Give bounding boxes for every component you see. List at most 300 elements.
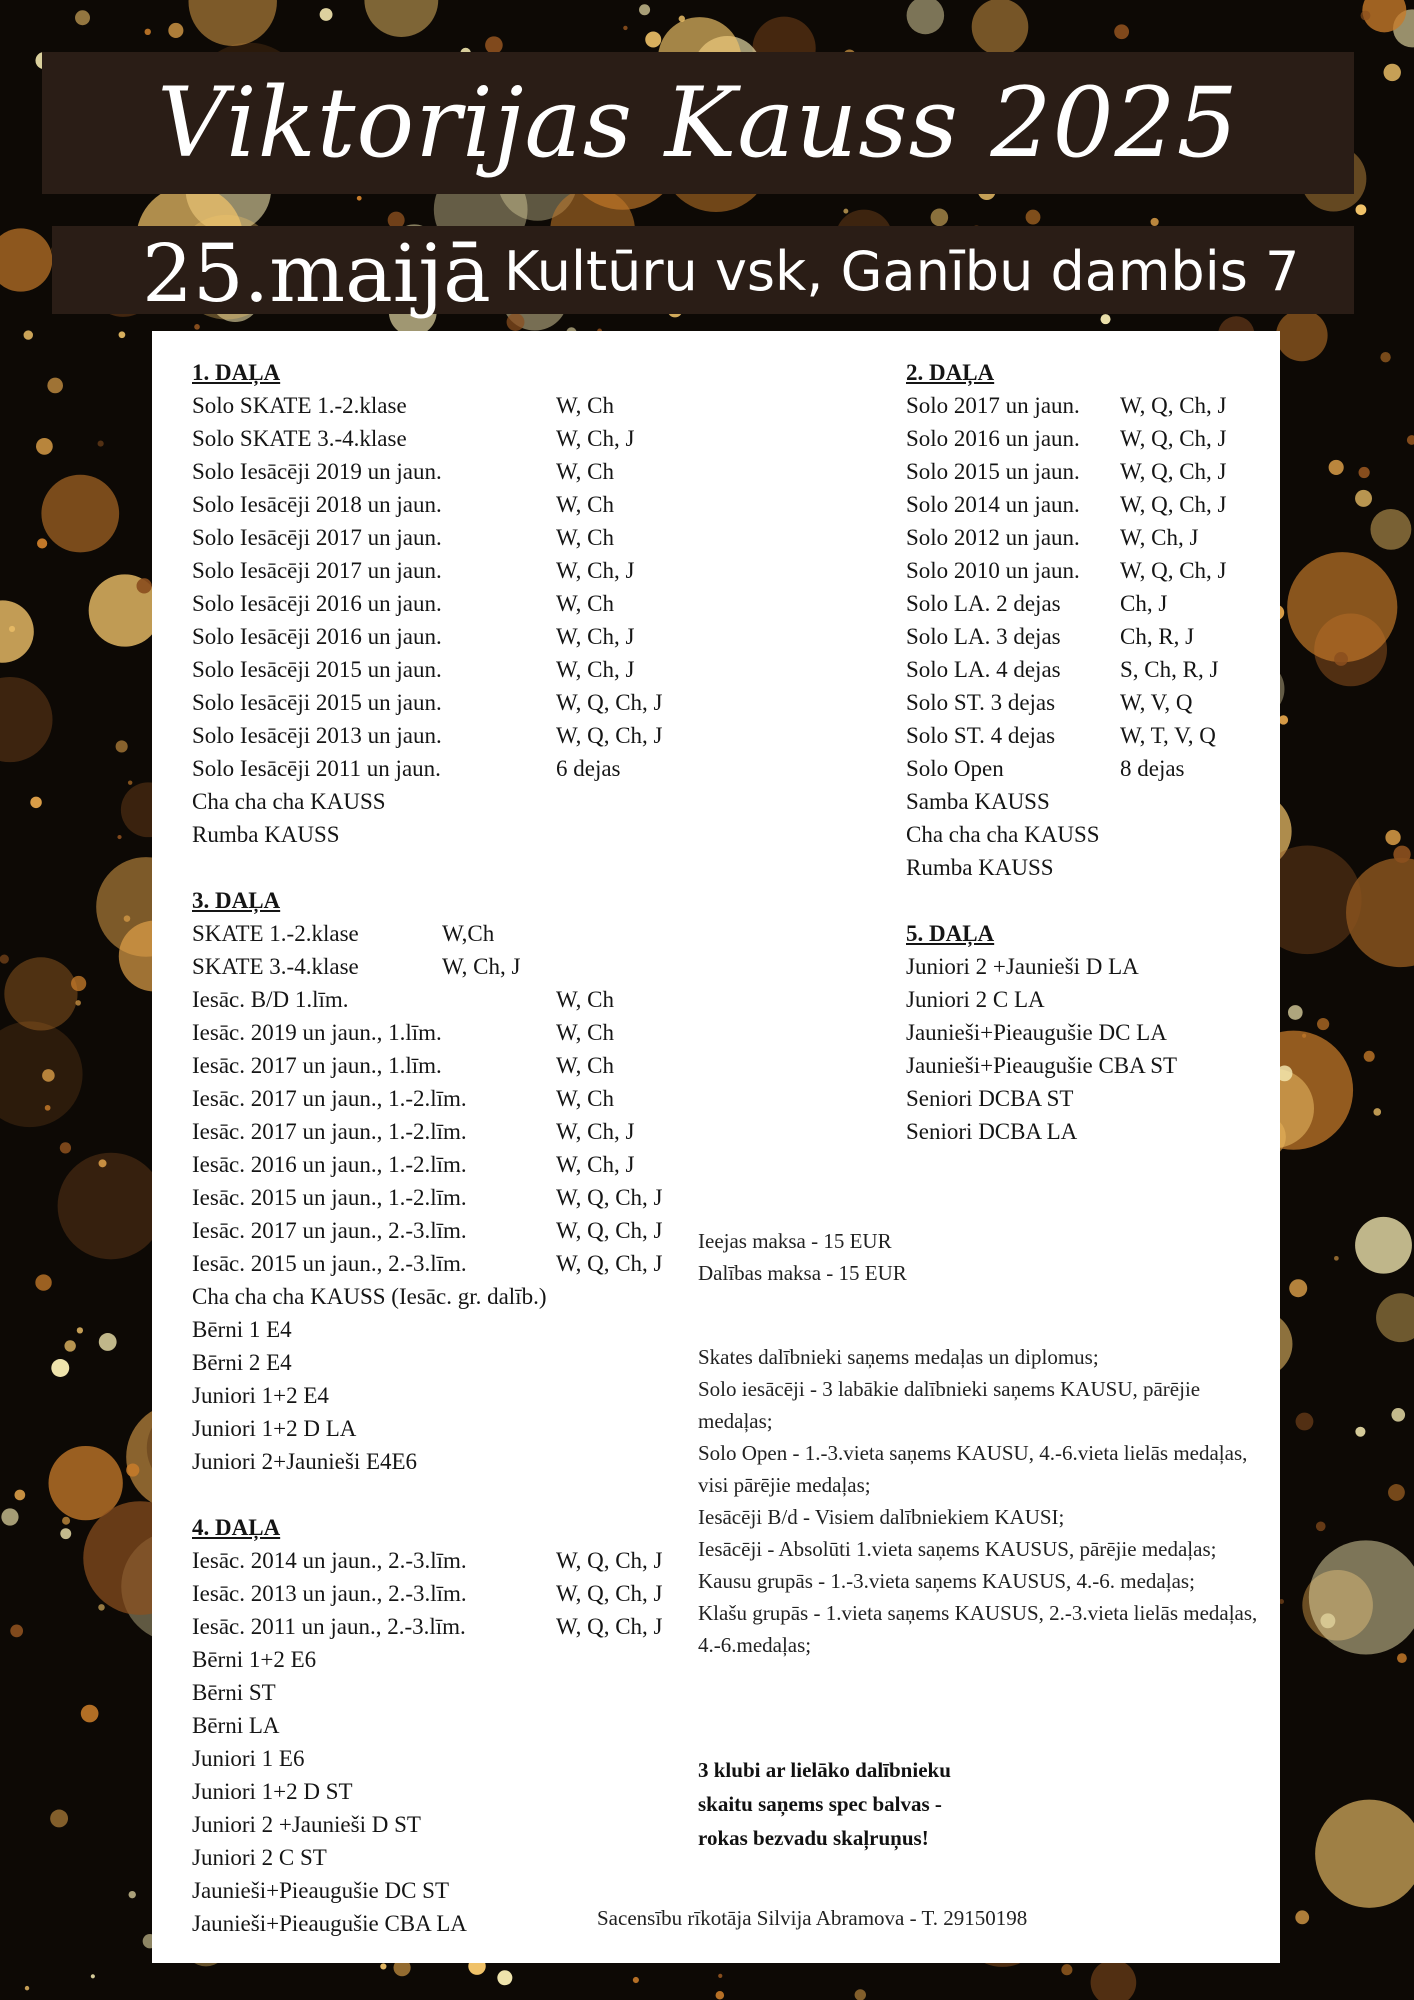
dance-list: W, Q, Ch, J: [1120, 459, 1227, 484]
dance-list: W, Q, Ch, J: [556, 1218, 663, 1243]
schedule-row: [192, 983, 712, 1016]
class-name: Solo ST. 4 dejas: [906, 723, 1056, 748]
bokeh-dot: [45, 1105, 51, 1111]
class-name: Solo 2015 un jaun.: [906, 459, 1080, 484]
schedule-row: [192, 1742, 712, 1775]
bokeh-dot: [116, 740, 128, 752]
schedule-row: [192, 1049, 712, 1082]
class-name: Iesāc. 2017 un jaun., 1.-2.līm.: [192, 1086, 467, 1111]
bokeh-dot: [1407, 435, 1414, 445]
schedule-row: [192, 1709, 712, 1742]
award-line: Klašu grupās - 1.vieta saņems KAUSUS, 2.-3.vieta lielās medaļas, 4.-6.medaļas;: [698, 1601, 1258, 1657]
class-name: Solo LA. 3 dejas: [906, 624, 1061, 649]
award-line: Solo Open - 1.-3.vieta saņems KAUSU, 4.-6.vieta lielās medaļas, visi pārējie medaļas;: [698, 1441, 1248, 1497]
schedule-row: [906, 983, 1266, 1016]
bokeh-dot: [1295, 1910, 1309, 1924]
class-name: Rumba KAUSS: [906, 855, 1054, 880]
class-name: Rumba KAUSS: [192, 822, 340, 847]
bokeh-dot: [0, 954, 9, 963]
schedule-right-column: [906, 356, 1266, 1148]
bokeh-dot: [194, 324, 200, 330]
dance-list: W, Ch: [556, 1053, 614, 1078]
bokeh-dot: [1373, 1108, 1381, 1116]
bokeh-dot: [189, 0, 277, 46]
class-name: Iesāc. B/D 1.līm.: [192, 987, 349, 1012]
dance-list: W, Ch, J: [556, 624, 635, 649]
bokeh-dot: [75, 1000, 81, 1006]
bokeh-dot: [9, 626, 15, 632]
class-name: Iesāc. 2015 un jaun., 1.-2.līm.: [192, 1185, 467, 1210]
fees-block: [698, 1225, 1258, 1289]
schedule-row: [906, 719, 1266, 752]
class-name: Juniori 2+Jaunieši E4E6: [192, 1449, 418, 1474]
bokeh-dot: [1151, 218, 1159, 226]
schedule-row: [192, 1016, 712, 1049]
section-heading: 1. DAĻA: [192, 360, 281, 385]
bokeh-dot: [37, 538, 47, 548]
schedule-row: [192, 752, 712, 785]
class-name: Bērni LA: [192, 1713, 280, 1738]
bokeh-dot: [1376, 1293, 1414, 1342]
bokeh-dot: [58, 1153, 165, 1260]
dance-list: W, Ch: [556, 1086, 614, 1111]
dance-list: W, Ch, J: [556, 426, 635, 451]
bokeh-dot: [145, 29, 151, 35]
dance-list: W, Ch, J: [442, 954, 521, 979]
schedule-row: [192, 1214, 712, 1247]
schedule-row: [192, 521, 712, 554]
bokeh-dot: [0, 228, 52, 291]
bokeh-dot: [1355, 1427, 1365, 1437]
schedule-row: [906, 1082, 1266, 1115]
bokeh-dot: [4, 957, 77, 1030]
class-name: Iesāc. 2016 un jaun., 1.-2.līm.: [192, 1152, 467, 1177]
class-name: Bērni 2 E4: [192, 1350, 292, 1375]
dance-list: 6 dejas: [556, 756, 621, 781]
bokeh-dot: [1289, 1279, 1307, 1297]
bokeh-dot: [1091, 1960, 1137, 2000]
bokeh-dot: [124, 915, 131, 922]
schedule-left-column: [192, 356, 712, 1940]
award-line: Iesācēji B/d - Visiem dalībniekiem KAUSI;: [698, 1505, 1065, 1529]
schedule-row: [192, 488, 712, 521]
schedule-row: [906, 752, 1266, 785]
class-name: Juniori 2 +Jaunieši D LA: [906, 954, 1139, 979]
date-venue-banner: [52, 226, 1354, 320]
class-name: Juniori 1+2 D LA: [192, 1416, 357, 1441]
bokeh-dot: [320, 8, 333, 21]
class-name: Solo Iesācēji 2017 un jaun.: [192, 525, 442, 550]
bokeh-dot: [0, 1021, 83, 1127]
class-name: Cha cha cha KAUSS: [906, 822, 1100, 847]
class-name: Seniori DCBA ST: [906, 1086, 1074, 1111]
dance-list: W, Q, Ch, J: [556, 1548, 663, 1573]
schedule-row: [192, 1577, 712, 1610]
bokeh-dot: [645, 32, 661, 48]
schedule-row: [192, 554, 712, 587]
dance-list: W, Ch: [556, 459, 614, 484]
schedule-row: [192, 1313, 712, 1346]
bokeh-dot: [25, 1986, 29, 1990]
class-name: Iesāc. 2017 un jaun., 2.-3.līm.: [192, 1218, 467, 1243]
bokeh-dot: [1370, 509, 1411, 550]
bokeh-dot: [62, 1517, 70, 1525]
event-venue: Kultūru vsk, Ganību dambis 7: [504, 240, 1300, 303]
class-name: Solo LA. 2 dejas: [906, 591, 1061, 616]
prize-line: skaitu saņems spec balvas -: [698, 1792, 942, 1816]
class-name: Iesāc. 2017 un jaun., 1.-2.līm.: [192, 1119, 467, 1144]
dance-list: W, Ch: [556, 591, 614, 616]
bokeh-dot: [81, 1705, 99, 1723]
special-prize-note: [698, 1753, 1258, 1855]
schedule-row: [906, 389, 1266, 422]
bokeh-dot: [639, 4, 650, 15]
bokeh-dot: [1384, 64, 1401, 81]
schedule-row: [192, 1808, 712, 1841]
bokeh-dot: [855, 1989, 866, 2000]
bokeh-dot: [98, 1604, 105, 1611]
class-name: Solo Iesācēji 2015 un jaun.: [192, 657, 442, 682]
schedule-row: [192, 653, 712, 686]
class-name: Juniori 2 C LA: [906, 987, 1045, 1012]
section-heading: 5. DAĻA: [906, 921, 995, 946]
event-title-banner: [42, 52, 1354, 194]
entry-fee: Ieejas maksa - 15 EUR: [698, 1229, 892, 1253]
class-name: Solo LA. 4 dejas: [906, 657, 1061, 682]
class-name: Cha cha cha KAUSS: [192, 789, 386, 814]
schedule-row: [906, 455, 1266, 488]
class-name: Iesāc. 2017 un jaun., 1.līm.: [192, 1053, 442, 1078]
class-name: Jaunieši+Pieaugušie DC LA: [906, 1020, 1167, 1045]
class-name: Bērni 1+2 E6: [192, 1647, 317, 1672]
bokeh-dot: [117, 835, 121, 839]
schedule-row: [192, 1841, 712, 1874]
bokeh-dot: [497, 1970, 512, 1985]
dance-list: W, Q, Ch, J: [1120, 393, 1227, 418]
schedule-row: [192, 1379, 712, 1412]
award-line: Kausu grupās - 1.-3.vieta saņems KAUSUS, 4.-6. medaļas;: [698, 1569, 1195, 1593]
bokeh-dot: [1356, 204, 1367, 215]
dance-list: W, Q, Ch, J: [556, 1614, 663, 1639]
bokeh-dot: [1287, 552, 1397, 662]
class-name: Jaunieši+Pieaugušie CBA ST: [906, 1053, 1178, 1078]
bokeh-dot: [50, 1810, 68, 1828]
dance-list: W,Ch: [442, 921, 495, 946]
section-spacer: [906, 884, 1266, 917]
class-name: Iesāc. 2015 un jaun., 2.-3.līm.: [192, 1251, 467, 1276]
prize-line: 3 klubi ar lielāko dalībnieku: [698, 1758, 951, 1782]
dance-list: W, Ch: [556, 393, 614, 418]
class-name: Bērni ST: [192, 1680, 276, 1705]
schedule-row: [192, 422, 712, 455]
bokeh-dot: [1391, 1408, 1405, 1422]
section-heading: 2. DAĻA: [906, 360, 995, 385]
class-name: Juniori 1 E6: [192, 1746, 305, 1771]
class-name: Solo Iesācēji 2011 un jaun.: [192, 756, 441, 781]
bokeh-dot: [24, 330, 33, 339]
bokeh-dot: [126, 1463, 139, 1476]
class-name: Jaunieši+Pieaugušie CBA LA: [192, 1911, 467, 1936]
class-name: SKATE 3.-4.klase: [192, 954, 359, 979]
class-name: Samba KAUSS: [906, 789, 1050, 814]
schedule-row: [906, 818, 1266, 851]
schedule-row: [906, 1115, 1266, 1148]
schedule-row: [906, 785, 1266, 818]
event-date: 25.maijā: [142, 227, 491, 320]
class-name: Iesāc. 2011 un jaun., 2.-3.līm.: [192, 1614, 466, 1639]
participation-fee: Dalības maksa - 15 EUR: [698, 1261, 907, 1285]
bokeh-dot: [128, 780, 132, 784]
schedule-row: [906, 950, 1266, 983]
class-name: Solo Iesācēji 2018 un jaun.: [192, 492, 442, 517]
bokeh-dot: [60, 1142, 71, 1153]
dance-list: W, Ch, J: [556, 558, 635, 583]
dance-list: W, Q, Ch, J: [556, 723, 663, 748]
dance-list: Ch, R, J: [1120, 624, 1195, 649]
bokeh-dot: [1317, 1018, 1329, 1030]
schedule-row: [906, 1016, 1266, 1049]
dance-list: 8 dejas: [1120, 756, 1185, 781]
schedule-row: [192, 1280, 712, 1313]
bokeh-dot: [1355, 1217, 1412, 1274]
bokeh-dot: [507, 313, 525, 331]
bokeh-dot: [51, 1359, 69, 1377]
schedule-row: [192, 1643, 712, 1676]
bokeh-dot: [98, 441, 104, 447]
class-name: Solo Iesācēji 2016 un jaun.: [192, 591, 442, 616]
class-name: Solo Iesācēji 2019 un jaun.: [192, 459, 442, 484]
award-line: Solo iesācēji - 3 labākie dalībnieki saņems KAUSU, pārējie medaļas;: [698, 1377, 1201, 1433]
dance-list: W, Q, Ch, J: [556, 690, 663, 715]
bokeh-dot: [931, 209, 949, 227]
class-name: Solo ST. 3 dejas: [906, 690, 1056, 715]
bokeh-dot: [10, 1625, 23, 1638]
bokeh-dot: [36, 438, 53, 455]
schedule-row: [192, 917, 712, 950]
bokeh-dot: [380, 1963, 386, 1969]
dance-list: W, Ch: [556, 1020, 614, 1045]
dance-list: W, Ch, J: [556, 1119, 635, 1144]
bokeh-dot: [1359, 467, 1370, 478]
bokeh-dot: [1101, 314, 1111, 324]
schedule-row: [906, 620, 1266, 653]
bokeh-dot: [1026, 210, 1041, 225]
dance-list: W, Q, Ch, J: [1120, 426, 1227, 451]
class-name: Cha cha cha KAUSS (Iesāc. gr. dalīb.): [192, 1284, 547, 1309]
bokeh-dot: [716, 1991, 725, 2000]
class-name: Bērni 1 E4: [192, 1317, 292, 1342]
bokeh-dot: [1276, 310, 1328, 362]
bokeh-dot: [75, 10, 90, 25]
dance-list: Ch, J: [1120, 591, 1168, 616]
class-name: Solo Iesācēji 2015 un jaun.: [192, 690, 442, 715]
section-spacer: [192, 1478, 712, 1511]
schedule-row: [906, 653, 1266, 686]
class-name: Iesāc. 2019 un jaun., 1.līm.: [192, 1020, 442, 1045]
class-name: Seniori DCBA LA: [906, 1119, 1078, 1144]
schedule-row: [192, 1445, 712, 1478]
schedule-row: [192, 587, 712, 620]
section-spacer: [192, 851, 712, 884]
schedule-row: [192, 1412, 712, 1445]
bokeh-dot: [15, 1490, 26, 1501]
class-name: Juniori 1+2 E4: [192, 1383, 329, 1408]
bokeh-dot: [679, 16, 685, 22]
class-name: Iesāc. 2013 un jaun., 2.-3.līm.: [192, 1581, 467, 1606]
section-heading: 3. DAĻA: [192, 888, 281, 913]
schedule-row: [192, 719, 712, 752]
bokeh-dot: [1397, 1653, 1407, 1663]
dance-list: W, Ch, J: [556, 657, 635, 682]
schedule-row: [192, 455, 712, 488]
schedule-row: [906, 554, 1266, 587]
award-line: Iesācēji - Absolūti 1.vieta saņems KAUSUS, pārējie medaļas;: [698, 1537, 1217, 1561]
bokeh-dot: [357, 196, 362, 201]
bokeh-dot: [119, 331, 126, 338]
schedule-row: [192, 686, 712, 719]
bokeh-dot: [30, 797, 42, 809]
dance-list: W, Ch, J: [556, 1152, 635, 1177]
bokeh-dot: [907, 0, 945, 34]
organizer-contact: Sacensību rīkotāja Silvija Abramova - T. 29150198: [597, 1906, 1028, 1930]
dance-list: S, Ch, R, J: [1120, 657, 1219, 682]
schedule-row: [906, 488, 1266, 521]
bokeh-dot: [1334, 652, 1348, 666]
bokeh-dot: [1361, 11, 1371, 21]
bokeh-dot: [77, 1327, 83, 1333]
dance-list: W, Q, Ch, J: [556, 1185, 663, 1210]
bokeh-dot: [60, 1528, 71, 1539]
class-name: Juniori 2 C ST: [192, 1845, 327, 1870]
class-name: Solo 2010 un jaun.: [906, 558, 1080, 583]
schedule-row: [192, 1247, 712, 1280]
schedule-row: [192, 1346, 712, 1379]
bokeh-dot: [1388, 1484, 1405, 1501]
bokeh-dot: [64, 1340, 75, 1351]
bokeh-dot: [972, 0, 1029, 55]
bokeh-dot: [1114, 24, 1129, 39]
schedule-row: [906, 521, 1266, 554]
class-name: Solo 2017 un jaun.: [906, 393, 1080, 418]
bokeh-dot: [623, 26, 627, 30]
schedule-row: [192, 1148, 712, 1181]
bokeh-dot: [91, 1974, 95, 1978]
bokeh-dot: [0, 600, 34, 662]
dance-list: W, Q, Ch, J: [556, 1251, 663, 1276]
schedule-row: [192, 1115, 712, 1148]
schedule-row: [192, 950, 712, 983]
schedule-row: [906, 422, 1266, 455]
bokeh-dot: [71, 976, 86, 991]
bokeh-dot: [1302, 1034, 1306, 1038]
class-name: SKATE 1.-2.klase: [192, 921, 359, 946]
bokeh-dot: [1380, 352, 1390, 362]
schedule-row: [192, 389, 712, 422]
bokeh-dot: [1288, 1005, 1303, 1020]
bokeh-dot: [168, 23, 183, 38]
schedule-row: [906, 1049, 1266, 1082]
bokeh-dot: [1329, 460, 1344, 475]
section-heading: 4. DAĻA: [192, 1515, 281, 1540]
schedule-row: [192, 1544, 712, 1577]
class-name: Juniori 2 +Jaunieši D ST: [192, 1812, 421, 1837]
class-name: Solo Open: [906, 756, 1004, 781]
bokeh-dot: [1279, 715, 1288, 724]
bokeh-dot: [718, 1974, 722, 1978]
class-name: Solo SKATE 1.-2.klase: [192, 393, 407, 418]
bokeh-dot: [1316, 1522, 1326, 1532]
bokeh-dot: [129, 1891, 136, 1898]
bokeh-dot: [1334, 1256, 1339, 1261]
schedule-panel: [152, 331, 1280, 1963]
schedule-row: [906, 686, 1266, 719]
awards-block: [698, 1341, 1258, 1661]
bokeh-dot: [843, 209, 848, 214]
bokeh-dot: [633, 1977, 639, 1983]
bokeh-dot: [1315, 1800, 1414, 1908]
schedule-row: [192, 785, 712, 818]
class-name: Solo 2016 un jaun.: [906, 426, 1080, 451]
bokeh-dot: [1355, 490, 1372, 507]
dance-list: W, Ch: [556, 987, 614, 1012]
prize-line: rokas bezvadu skaļruņus!: [698, 1826, 929, 1850]
dance-list: W, Q, Ch, J: [1120, 558, 1227, 583]
class-name: Solo Iesācēji 2013 un jaun.: [192, 723, 442, 748]
class-name: Solo SKATE 3.-4.klase: [192, 426, 407, 451]
schedule-row: [192, 818, 712, 851]
bokeh-dot: [1, 1508, 18, 1525]
schedule-row: [192, 1775, 712, 1808]
class-name: Solo Iesācēji 2016 un jaun.: [192, 624, 442, 649]
bokeh-dot: [364, 0, 438, 37]
bokeh-dot: [42, 1069, 55, 1082]
dance-list: W, Q, Ch, J: [556, 1581, 663, 1606]
bokeh-dot: [99, 1159, 107, 1167]
dance-list: W, Ch, J: [1120, 525, 1199, 550]
class-name: Solo 2014 un jaun.: [906, 492, 1080, 517]
bokeh-dot: [1061, 1964, 1072, 1975]
bokeh-dot: [137, 578, 152, 593]
schedule-row: [192, 1082, 712, 1115]
bokeh-dot: [1385, 830, 1400, 845]
schedule-row: [906, 587, 1266, 620]
class-name: Solo 2012 un jaun.: [906, 525, 1080, 550]
bokeh-dot: [35, 1274, 51, 1290]
bokeh-dot: [1320, 1613, 1335, 1628]
dance-list: W, V, Q: [1120, 690, 1193, 715]
schedule-row: [192, 620, 712, 653]
bokeh-dot: [1364, 1051, 1375, 1062]
award-line: Skates dalībnieki saņems medaļas un diplomus;: [698, 1345, 1099, 1369]
dance-list: W, Q, Ch, J: [1120, 492, 1227, 517]
event-title: Viktorijas Kauss 2025: [157, 67, 1239, 179]
class-name: Iesāc. 2014 un jaun., 2.-3.līm.: [192, 1548, 467, 1573]
schedule-row: [192, 1610, 712, 1643]
class-name: Solo Iesācēji 2017 un jaun.: [192, 558, 442, 583]
dance-list: W, Ch: [556, 525, 614, 550]
bokeh-dot: [99, 1333, 117, 1351]
schedule-row: [192, 1181, 712, 1214]
class-name: Juniori 1+2 D ST: [192, 1779, 353, 1804]
schedule-row: [192, 1676, 712, 1709]
dance-list: W, Ch: [556, 492, 614, 517]
bokeh-dot: [0, 677, 53, 762]
bokeh-dot: [1296, 1413, 1314, 1431]
bokeh-dot: [47, 378, 63, 394]
bokeh-dot: [1393, 846, 1410, 863]
class-name: Jaunieši+Pieaugušie DC ST: [192, 1878, 450, 1903]
schedule-row: [906, 851, 1266, 884]
